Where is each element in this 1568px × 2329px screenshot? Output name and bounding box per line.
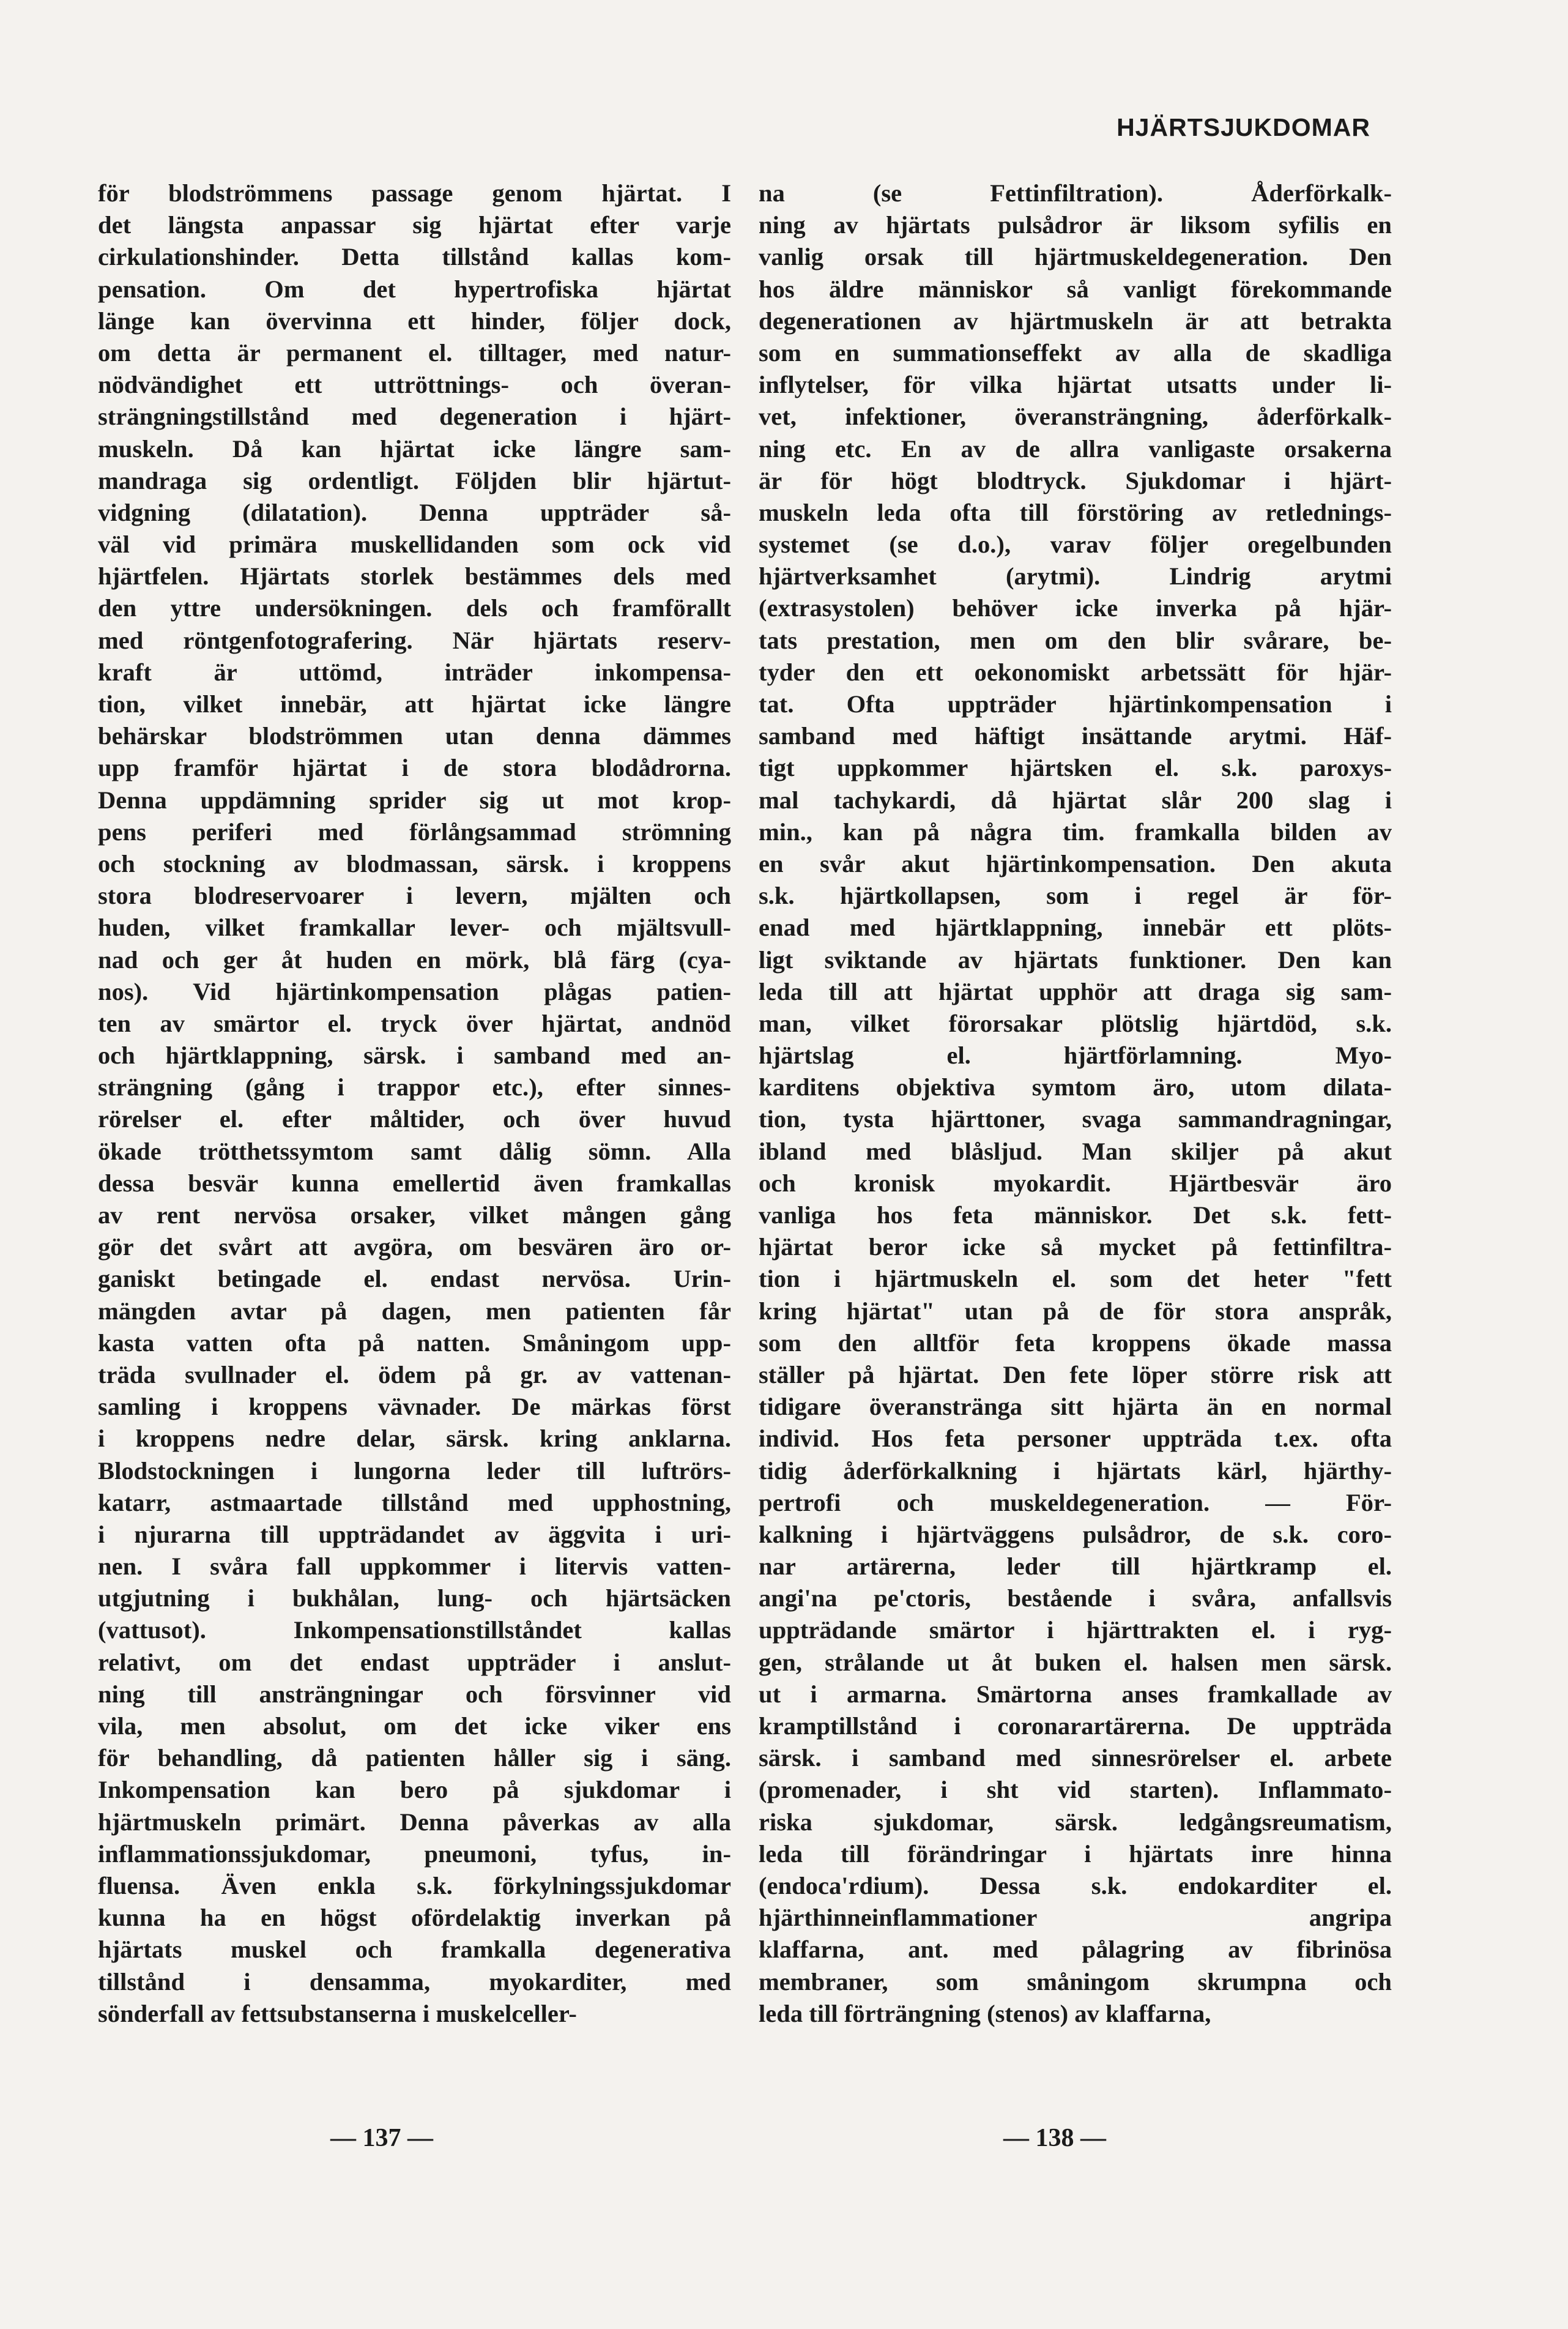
text-line: och stockning av blodmassan, särsk. i kroppens [98, 849, 731, 878]
text-line: gen, strålande ut åt buken el. halsen men särsk. [759, 1648, 1392, 1676]
text-line: man, vilket förorsakar plötslig hjärtdöd, s.k. [759, 1009, 1392, 1037]
text-line: sönderfall av fettsubstanserna i muskelceller- [98, 1999, 577, 2027]
text-line: angi'na pe'ctoris, bestående i svåra, anfallsvis [759, 1584, 1392, 1612]
text-line: huden, vilket framkallar lever- och mjältsvull- [98, 914, 731, 942]
text-line: hos äldre människor så vanligt förekommande [759, 275, 1392, 303]
text-line: Denna uppdämning sprider sig ut mot krop- [98, 786, 731, 814]
text-line: och hjärtklappning, särsk. i samband med an- [98, 1042, 731, 1070]
text-line: ligt sviktande av hjärtats funktioner. Den kan [759, 945, 1392, 974]
text-line: samling i kroppens vävnader. De märkas först [98, 1393, 731, 1421]
text-line: min., kan på några tim. framkalla bilden av [759, 818, 1392, 846]
text-line: med röntgenfotografering. När hjärtats reserv- [98, 626, 731, 654]
text-line: hjärtverksamhet (arytmi). Lindrig arytmi [759, 562, 1392, 591]
text-line: strängning (gång i trappor etc.), efter sinnes- [98, 1073, 731, 1101]
text-line: gör det svårt att avgöra, om besvären äro or- [98, 1233, 731, 1261]
text-line: nödvändighet ett uttröttnings- och överan- [98, 371, 731, 399]
text-line: muskeln. Då kan hjärtat icke längre sam- [98, 434, 731, 463]
text-line: vanlig orsak till hjärtmuskeldegeneration. Den [759, 243, 1392, 271]
text-line: i kroppens nedre delar, särsk. kring anklarna. [98, 1425, 731, 1453]
text-line: inflammationssjukdomar, pneumoni, tyfus, in- [98, 1839, 731, 1868]
text-line: cirkulationshinder. Detta tillstånd kallas kom- [98, 243, 731, 271]
text-line: na (se Fettinfiltration). Åderförkalk- [759, 179, 1392, 207]
text-line: samband med häftigt insättande arytmi. Häf- [759, 722, 1392, 750]
text-line: s.k. hjärtkollapsen, som i regel är för- [759, 882, 1392, 910]
text-line: enad med hjärtklappning, innebär ett plöts- [759, 914, 1392, 942]
text-line: degenerationen av hjärtmuskeln är att betrakta [759, 307, 1392, 335]
text-line: leda till att hjärtat upphör att draga sig sam- [759, 977, 1392, 1005]
text-line: tat. Ofta uppträder hjärtinkompensation i [759, 690, 1392, 718]
text-line: som en summationseffekt av alla de skadliga [759, 338, 1392, 367]
text-line: karditens objektiva symtom äro, utom dilata- [759, 1073, 1392, 1101]
page-number-left: — 137 — [330, 2124, 433, 2152]
text-line: muskeln leda ofta till förstöring av retlednings- [759, 498, 1392, 526]
text-line: som den alltför feta kroppens ökade massa [759, 1328, 1392, 1357]
text-line: vila, men absolut, om det icke viker ens [98, 1712, 731, 1740]
text-line: tigt uppkommer hjärtsken el. s.k. paroxys- [759, 754, 1392, 782]
text-line: leda till förträngning (stenos) av klaffarna, [759, 1999, 1211, 2027]
text-line: nad och ger åt huden en mörk, blå färg (cya- [98, 945, 731, 974]
text-line: fluensa. Även enkla s.k. förkylningssjukdomar [98, 1871, 731, 1899]
text-line: tats prestation, men om den blir svårare, be- [759, 626, 1392, 654]
text-line: vanliga hos feta människor. Det s.k. fett- [759, 1201, 1392, 1229]
text-line: riska sjukdomar, särsk. ledgångsreumatism, [759, 1808, 1392, 1836]
page-number-right: — 138 — [1003, 2124, 1106, 2152]
text-line: är för högt blodtryck. Sjukdomar i hjärt- [759, 466, 1392, 494]
text-line: för blodströmmens passage genom hjärtat. I [98, 179, 731, 207]
text-line: särsk. i samband med sinnesrörelser el. arbete [759, 1744, 1392, 1772]
text-line: kring hjärtat" utan på de för stora anspråk, [759, 1297, 1392, 1325]
text-line: dessa besvär kunna emellertid även framkallas [98, 1169, 731, 1197]
text-line: uppträdande smärtor i hjärttrakten el. i ryg- [759, 1616, 1392, 1644]
text-line: pens periferi med förlångsammad strömning [98, 818, 731, 846]
text-line: tidigare överanstränga sitt hjärta än en normal [759, 1393, 1392, 1421]
text-line: utgjutning i bukhålan, lung- och hjärtsäcken [98, 1584, 731, 1612]
text-line: pensation. Om det hypertrofiska hjärtat [98, 275, 731, 303]
right-text-column [759, 177, 1392, 2030]
text-line: inflytelser, för vilka hjärtat utsatts under li- [759, 371, 1392, 399]
text-line: och kronisk myokardit. Hjärtbesvär äro [759, 1169, 1392, 1197]
text-line: ning av hjärtats pulsådror är liksom syfilis en [759, 211, 1392, 239]
text-line: leda till förändringar i hjärtats inre hinna [759, 1839, 1392, 1868]
text-line: behärskar blodströmmen utan denna dämmes [98, 722, 731, 750]
text-line: hjärtslag el. hjärtförlamning. Myo- [759, 1042, 1392, 1070]
text-line: väl vid primära muskellidanden som ock vid [98, 531, 731, 559]
text-line: hjärtmuskeln primärt. Denna påverkas av alla [98, 1808, 731, 1836]
text-line: ökade trötthetssymtom samt dålig sömn. Alla [98, 1137, 731, 1165]
text-line: ning etc. En av de allra vanligaste orsakerna [759, 434, 1392, 463]
text-line: kunna ha en högst ofördelaktig inverkan på [98, 1904, 731, 1932]
text-line: tyder den ett oekonomiskt arbetssätt för hjär- [759, 658, 1392, 686]
text-line: tidig åderförkalkning i hjärtats kärl, hjärthy- [759, 1456, 1392, 1485]
text-line: ganiskt betingade el. endast nervösa. Urin- [98, 1265, 731, 1293]
text-line: nen. I svåra fall uppkommer i litervis vatten- [98, 1552, 731, 1581]
text-line: den yttre undersökningen. dels och framförallt [98, 594, 731, 622]
text-line: stora blodreservoarer i levern, mjälten och [98, 882, 731, 910]
text-line: (extrasystolen) behöver icke inverka på hjär- [759, 594, 1392, 622]
text-line: tion i hjärtmuskeln el. som det heter "fett [759, 1265, 1392, 1293]
text-line: av rent nervösa orsaker, vilket mången gång [98, 1201, 731, 1229]
text-line: ning till ansträngningar och försvinner vid [98, 1680, 731, 1708]
text-line: relativt, om det endast uppträder i anslut- [98, 1648, 731, 1676]
text-line: en svår akut hjärtinkompensation. Den akuta [759, 849, 1392, 878]
text-line: systemet (se d.o.), varav följer oregelbunden [759, 531, 1392, 559]
text-line: kramptillstånd i coronarartärerna. De uppträda [759, 1712, 1392, 1740]
text-line: rörelser el. efter måltider, och över huvud [98, 1105, 731, 1133]
text-line: nar artärerna, leder till hjärtkramp el. [759, 1552, 1392, 1581]
text-line: hjärtfelen. Hjärtats storlek bestämmes dels med [98, 562, 731, 591]
text-line: pertrofi och muskeldegeneration. — För- [759, 1488, 1392, 1516]
text-line: om detta är permanent el. tilltager, med natur- [98, 338, 731, 367]
running-header: HJÄRTSJUKDOMAR [1117, 113, 1370, 141]
text-line: vidgning (dilatation). Denna uppträder så- [98, 498, 731, 526]
text-line: träda svullnader el. ödem på gr. av vattenan- [98, 1360, 731, 1388]
text-line: ut i armarna. Smärtorna anses framkallade av [759, 1680, 1392, 1708]
text-line: (endoca'rdium). Dessa s.k. endokarditer el. [759, 1871, 1392, 1899]
text-line: tillstånd i densamma, myokarditer, med [98, 1967, 731, 1995]
text-line: hjärtat beror icke så mycket på fettinfiltra- [759, 1233, 1392, 1261]
text-line: klaffarna, ant. med pålagring av fibrinösa [759, 1936, 1392, 1964]
text-line: för behandling, då patienten håller sig i säng. [98, 1744, 731, 1772]
text-line: individ. Hos feta personer uppträda t.ex. ofta [759, 1425, 1392, 1453]
text-line: kalkning i hjärtväggens pulsådror, de s.k. coro- [759, 1520, 1392, 1548]
text-line: mandraga sig ordentligt. Följden blir hjärtut- [98, 466, 731, 494]
text-line: mängden avtar på dagen, men patienten får [98, 1297, 731, 1325]
text-line: kraft är uttömd, inträder inkompensa- [98, 658, 731, 686]
text-line: (vattusot). Inkompensationstillståndet kallas [98, 1616, 731, 1644]
text-line: ten av smärtor el. tryck över hjärtat, andnöd [98, 1009, 731, 1037]
text-line: Blodstockningen i lungorna leder till luftrörs- [98, 1456, 731, 1485]
text-line: mal tachykardi, då hjärtat slår 200 slag i [759, 786, 1392, 814]
text-line: vet, infektioner, överansträngning, åderförkalk- [759, 403, 1392, 431]
text-line: i njurarna till uppträdandet av äggvita i uri- [98, 1520, 731, 1548]
text-line: (promenader, i sht vid starten). Inflammato- [759, 1776, 1392, 1804]
text-line: det längsta anpassar sig hjärtat efter varje [98, 211, 731, 239]
text-line: tion, vilket innebär, att hjärtat icke längre [98, 690, 731, 718]
text-line: ställer på hjärtat. Den fete löper större risk att [759, 1360, 1392, 1388]
text-line: upp framför hjärtat i de stora blodådrorna. [98, 754, 731, 782]
text-line: ibland med blåsljud. Man skiljer på akut [759, 1137, 1392, 1165]
text-line: membraner, som småningom skrumpna och [759, 1967, 1392, 1995]
text-line: strängningstillstånd med degeneration i hjärt- [98, 403, 731, 431]
text-line: katarr, astmaartade tillstånd med upphostning, [98, 1488, 731, 1516]
text-line: hjärthinneinflammationer angripa [759, 1904, 1392, 1932]
text-line: länge kan övervinna ett hinder, följer dock, [98, 307, 731, 335]
text-line: hjärtats muskel och framkalla degenerativa [98, 1936, 731, 1964]
text-line: kasta vatten ofta på natten. Småningom upp- [98, 1328, 731, 1357]
text-line: nos). Vid hjärtinkompensation plågas patien- [98, 977, 731, 1005]
text-line: tion, tysta hjärttoner, svaga sammandragningar, [759, 1105, 1392, 1133]
text-line: Inkompensation kan bero på sjukdomar i [98, 1776, 731, 1804]
left-text-column [98, 177, 731, 2030]
